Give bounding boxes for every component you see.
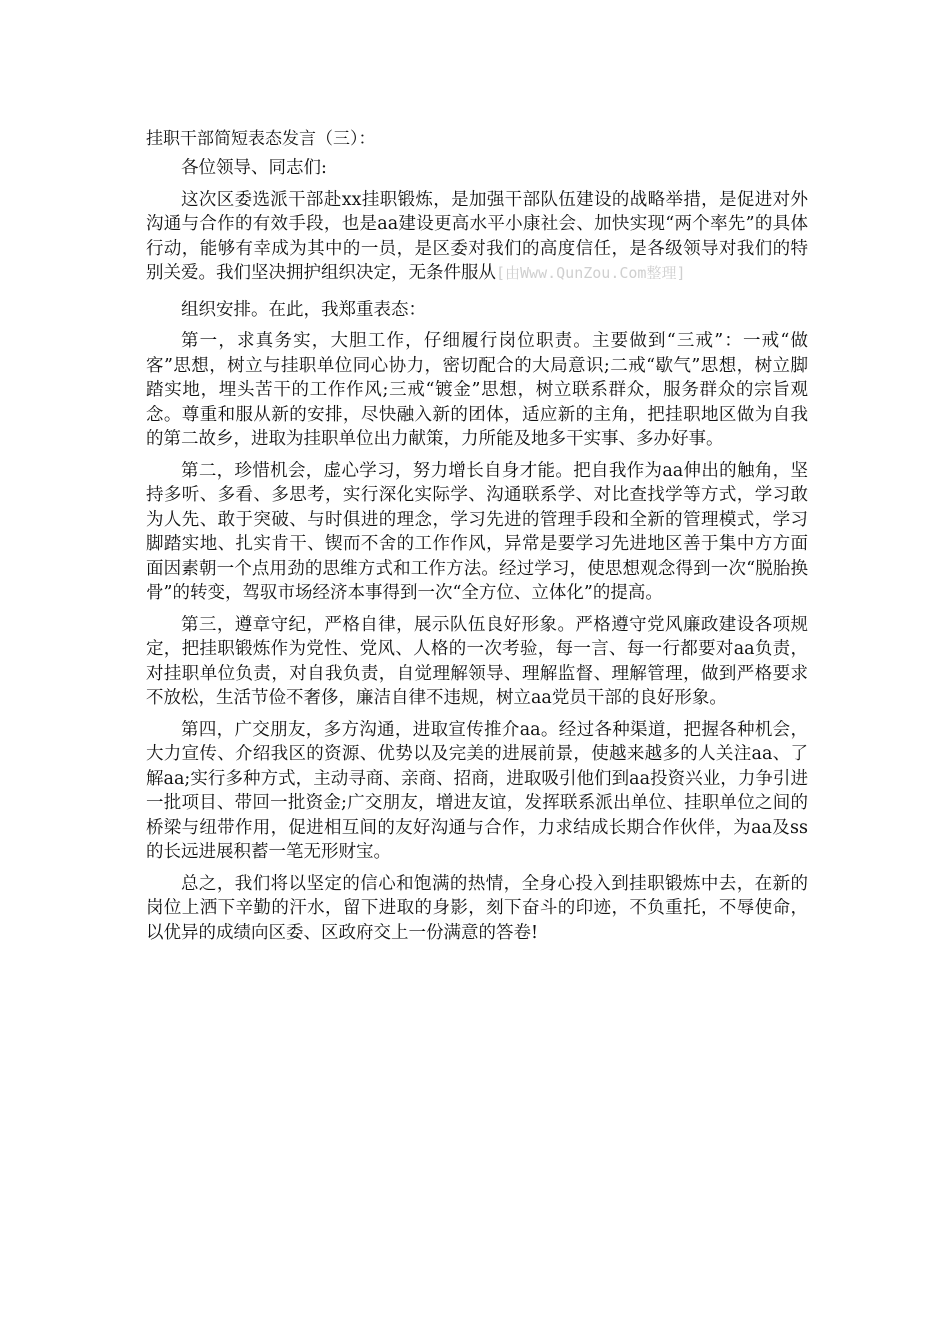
salutation: 各位领导、同志们: <box>181 158 327 178</box>
watermark-text: [由Www.QunZou.Com整理] <box>496 264 686 282</box>
conclusion-paragraph: 总之，我们将以坚定的信心和饱满的热情，全身心投入到挂职锻炼中去，在新的岗位上洒下辛勤的汗水，留下进取的身影，刻下奋斗的印迹，不负重托，不辱使命，以优异的成绩向区委、区政府交上一份满意的答卷! <box>146 873 808 943</box>
point-paragraph-3: 第三，遵章守纪，严格自律，展示队伍良好形象。严格遵守党风廉政建设各项规定，把挂职锻炼作为党性、党风、人格的一次考验，每一言、每一行都要对aa负责，对挂职单位负责，对自我负责，自觉理解领导、理解监督、理解管理，做到严格要求不放松，生活节俭不奢侈，廉洁自律不违规，树立aa党员干部的良好形象。 <box>146 614 808 708</box>
point-paragraph-4: 第四，广交朋友，多方沟通，进取宣传推介aa。经过各种渠道，把握各种机会，大力宣传、介绍我区的资源、优势以及完美的进展前景，使越来越多的人关注aa、了解aa;实行多种方式，主动寻商、亲商、招商，进取吸引他们到aa投资兴业，力争引进一批项目、带回一批资金;广交朋友，增进友谊，发挥联系派出单位、挂职单位之间的桥梁与纽带作用，促进相互间的友好沟通与合作，力求结成长期合作伙伴，为aa及ss的长远进展积蓄一笔无形财宝。 <box>146 719 808 862</box>
point-paragraph-1: 第一，求真务实，大胆工作，仔细履行岗位职责。主要做到“三戒”：一戒“做客”思想，树立与挂职单位同心协力，密切配合的大局意识;二戒“歇气”思想，树立脚踏实地，埋头苦干的工作作风;三戒“镀金”思想，树立联系群众，服务群众的宗旨观念。尊重和服从新的安排，尽快融入新的团体，适应新的主角，把挂职地区做为自我的第二故乡，进取为挂职单位出力献策，力所能及地多干实事、多办好事。 <box>146 331 808 449</box>
intro-text: 这次区委选派干部赴xx挂职锻炼，是加强干部队伍建设的战略举措，是促进对外沟通与合作的有效手段，也是aa建设更高水平小康社会、加快实现“两个率先”的具体行动，能够有幸成为其中的一员，是区委对我们的高度信任，是各级领导对我们的特别关爱。我们坚决拥护组织决定，无条件服从 <box>146 189 808 283</box>
point-paragraph-2: 第二，珍惜机会，虚心学习，努力增长自身才能。把自我作为aa伸出的触角，坚持多听、多看、多思考，实行深化实际学、沟通联系学、对比查找学等方式，学习敢为人先、敢于突破、与时俱进的理念，学习先进的管理手段和全新的管理模式，学习脚踏实地、扎实肯干、锲而不舍的工作作风，异常是要学习先进地区善于集中方方面面因素朝一个点用劲的思维方式和工作方法。经过学习，使思想观念得到一次“脱胎换骨”的转变，驾驭市场经济本事得到一次“全方位、立体化”的提高。 <box>146 460 808 603</box>
intro-paragraph <box>146 188 808 286</box>
document-page <box>146 122 808 945</box>
document-title: 挂职干部简短表态发言（三）： <box>146 129 376 149</box>
pledge-intro: 组织安排。在此，我郑重表态： <box>181 299 426 320</box>
